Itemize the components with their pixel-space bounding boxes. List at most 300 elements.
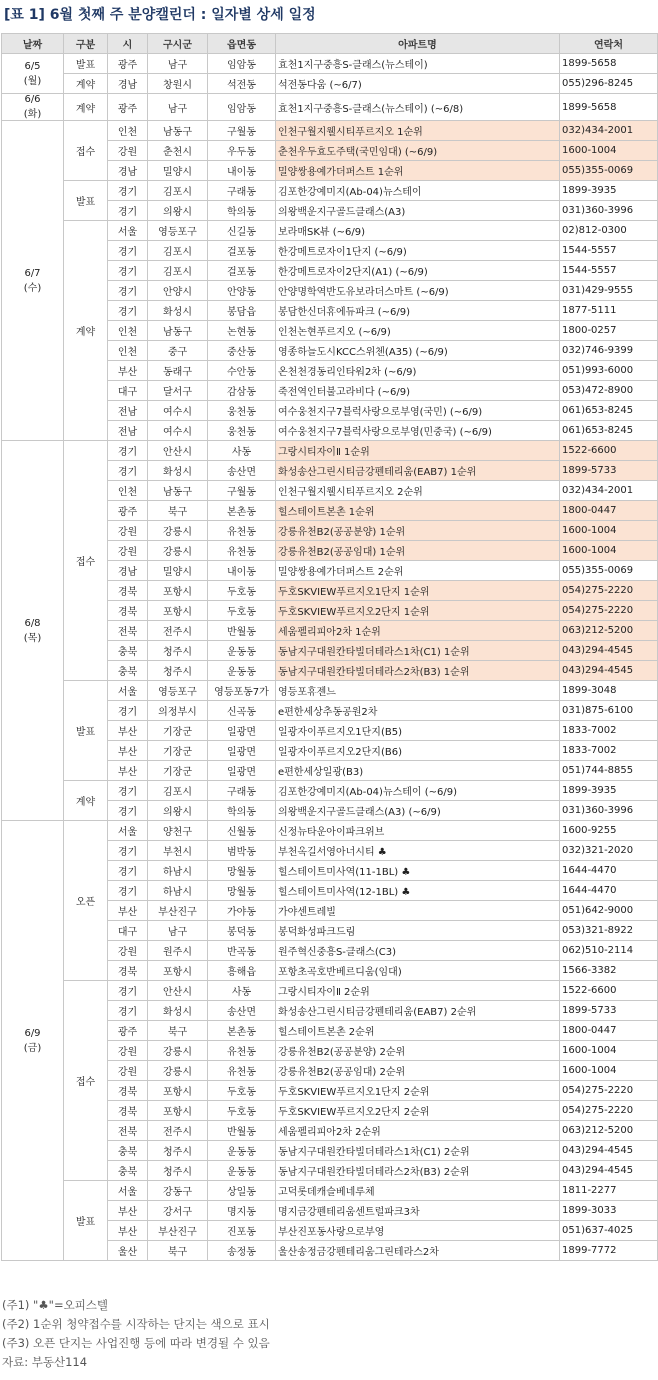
town-cell: 학의동: [208, 801, 276, 821]
district-cell: 의왕시: [148, 801, 208, 821]
district-cell: 남구: [148, 54, 208, 74]
town-cell: 망월동: [208, 861, 276, 881]
contact-cell: 053)321-8922: [560, 921, 658, 941]
contact-cell: 1899-5658: [560, 54, 658, 74]
contact-cell: 053)472-8900: [560, 381, 658, 401]
town-cell: 걸포동: [208, 261, 276, 281]
table-row: [2, 181, 658, 201]
city-cell: 광주: [108, 94, 148, 121]
header-row: [2, 34, 658, 54]
apartment-cell: 의왕백운지구골드클래스(A3): [276, 201, 560, 221]
apartment-cell: 강릉유천B2(공공임대) 2순위: [276, 1061, 560, 1081]
district-cell: 강서구: [148, 1201, 208, 1221]
district-cell: 의왕시: [148, 201, 208, 221]
district-cell: 강릉시: [148, 521, 208, 541]
contact-cell: 1800-0447: [560, 501, 658, 521]
header-date: 날짜: [2, 34, 64, 54]
table-row: [2, 981, 658, 1001]
contact-cell: 1644-4470: [560, 861, 658, 881]
city-cell: 광주: [108, 1021, 148, 1041]
apartment-cell: 힐스테이트본촌 2순위: [276, 1021, 560, 1041]
contact-cell: 063)212-5200: [560, 621, 658, 641]
apartment-cell: 부천옥길서영아너시티 ♣: [276, 841, 560, 861]
contact-cell: 1833-7002: [560, 741, 658, 761]
town-cell: 망월동: [208, 881, 276, 901]
apartment-cell: 여수웅천지구7블럭사랑으로부영(국민) (~6/9): [276, 401, 560, 421]
contact-cell: 1544-5557: [560, 241, 658, 261]
city-cell: 경기: [108, 981, 148, 1001]
contact-cell: 1644-4470: [560, 881, 658, 901]
category-cell: 발표: [64, 181, 108, 221]
district-cell: 밀양시: [148, 561, 208, 581]
city-cell: 경북: [108, 961, 148, 981]
apartment-cell: 온천천경동리인타워2차 (~6/9): [276, 361, 560, 381]
category-cell: 계약: [64, 781, 108, 821]
category-cell: 계약: [64, 74, 108, 94]
city-cell: 서울: [108, 221, 148, 241]
apartment-cell: 두호SKVIEW푸르지오1단지 2순위: [276, 1081, 560, 1101]
apartment-cell: 한강메트로자이1단지 (~6/9): [276, 241, 560, 261]
town-cell: 중산동: [208, 341, 276, 361]
contact-cell: 1522-6600: [560, 981, 658, 1001]
city-cell: 서울: [108, 1181, 148, 1201]
city-cell: 부산: [108, 761, 148, 781]
city-cell: 전남: [108, 401, 148, 421]
town-cell: 유천동: [208, 521, 276, 541]
town-cell: 반월동: [208, 621, 276, 641]
district-cell: 양천구: [148, 821, 208, 841]
town-cell: 본촌동: [208, 501, 276, 521]
header-town: 읍면동: [208, 34, 276, 54]
city-cell: 부산: [108, 361, 148, 381]
contact-cell: 1600-1004: [560, 541, 658, 561]
town-cell: 웅천동: [208, 421, 276, 441]
town-cell: 운동동: [208, 661, 276, 681]
header-city: 시: [108, 34, 148, 54]
apartment-cell: 그랑시티자이Ⅱ 2순위: [276, 981, 560, 1001]
town-cell: 봉덕동: [208, 921, 276, 941]
category-cell: 접수: [64, 981, 108, 1181]
contact-cell: 1899-5658: [560, 94, 658, 121]
apartment-cell: 포항초곡호반베르디움(임대): [276, 961, 560, 981]
apartment-cell: 세움펠리피아2차 2순위: [276, 1121, 560, 1141]
city-cell: 인천: [108, 481, 148, 501]
apartment-cell: 죽전역인터불고라비다 (~6/9): [276, 381, 560, 401]
district-cell: 의정부시: [148, 701, 208, 721]
city-cell: 경남: [108, 74, 148, 94]
city-cell: 경기: [108, 861, 148, 881]
district-cell: 김포시: [148, 781, 208, 801]
district-cell: 화성시: [148, 461, 208, 481]
city-cell: 충북: [108, 641, 148, 661]
city-cell: 강원: [108, 521, 148, 541]
district-cell: 포항시: [148, 961, 208, 981]
category-cell: 계약: [64, 94, 108, 121]
apartment-cell: 강릉유천B2(공공분양) 2순위: [276, 1041, 560, 1061]
city-cell: 경기: [108, 261, 148, 281]
header-type: 구분: [64, 34, 108, 54]
city-cell: 충북: [108, 1161, 148, 1181]
city-cell: 경기: [108, 181, 148, 201]
contact-cell: 051)744-8855: [560, 761, 658, 781]
district-cell: 북구: [148, 501, 208, 521]
contact-cell: 054)275-2220: [560, 581, 658, 601]
district-cell: 영등포구: [148, 221, 208, 241]
apartment-cell: 동남지구대원칸타빌더테라스1차(C1) 1순위: [276, 641, 560, 661]
apartment-cell: 화성송산그린시티금강펜테리움(EAB7) 1순위: [276, 461, 560, 481]
date-cell: 6/5 (월): [2, 54, 64, 94]
city-cell: 부산: [108, 741, 148, 761]
district-cell: 포항시: [148, 1081, 208, 1101]
town-cell: 신월동: [208, 821, 276, 841]
city-cell: 인천: [108, 341, 148, 361]
town-cell: 구래동: [208, 181, 276, 201]
footnote: (주2) 1순위 청약접수를 시작하는 단지는 색으로 표시: [2, 1317, 270, 1331]
category-cell: 접수: [64, 121, 108, 181]
category-cell: 발표: [64, 1181, 108, 1261]
city-cell: 충북: [108, 1141, 148, 1161]
category-cell: 발표: [64, 54, 108, 74]
city-cell: 경기: [108, 241, 148, 261]
apartment-cell: 일광자이푸르지오1단지(B5): [276, 721, 560, 741]
town-cell: 유천동: [208, 1061, 276, 1081]
district-cell: 기장군: [148, 721, 208, 741]
town-cell: 두호동: [208, 581, 276, 601]
town-cell: 봉담읍: [208, 301, 276, 321]
table-row: [2, 74, 658, 94]
town-cell: 두호동: [208, 1081, 276, 1101]
town-cell: 일광면: [208, 741, 276, 761]
district-cell: 부천시: [148, 841, 208, 861]
table-row: [2, 94, 658, 121]
footnotes: [2, 1296, 270, 1372]
district-cell: 김포시: [148, 261, 208, 281]
town-cell: 논현동: [208, 321, 276, 341]
contact-cell: 1899-3935: [560, 781, 658, 801]
town-cell: 학의동: [208, 201, 276, 221]
contact-cell: 054)275-2220: [560, 1081, 658, 1101]
town-cell: 내이동: [208, 161, 276, 181]
apartment-cell: 화성송산그린시티금강펜테리움(EAB7) 2순위: [276, 1001, 560, 1021]
table-row: [2, 221, 658, 241]
district-cell: 안산시: [148, 981, 208, 1001]
city-cell: 강원: [108, 541, 148, 561]
contact-cell: 061)653-8245: [560, 401, 658, 421]
town-cell: 웅천동: [208, 401, 276, 421]
district-cell: 밀양시: [148, 161, 208, 181]
town-cell: 일광면: [208, 721, 276, 741]
apartment-cell: 강릉유천B2(공공분양) 1순위: [276, 521, 560, 541]
town-cell: 송산면: [208, 461, 276, 481]
apartment-cell: 원주혁신중흥S-클래스(C3): [276, 941, 560, 961]
city-cell: 울산: [108, 1241, 148, 1261]
contact-cell: 051)993-6000: [560, 361, 658, 381]
contact-cell: 061)653-8245: [560, 421, 658, 441]
district-cell: 포항시: [148, 1101, 208, 1121]
contact-cell: 043)294-4545: [560, 1141, 658, 1161]
district-cell: 부산진구: [148, 1221, 208, 1241]
footnote: (주3) 오픈 단지는 사업진행 등에 따라 변경될 수 있음: [2, 1336, 270, 1350]
town-cell: 본촌동: [208, 1021, 276, 1041]
city-cell: 부산: [108, 721, 148, 741]
apartment-cell: 밀양쌍용예가더퍼스트 1순위: [276, 161, 560, 181]
apartment-cell: 영종하늘도시KCC스위첸(A35) (~6/9): [276, 341, 560, 361]
contact-cell: 031)360-3996: [560, 201, 658, 221]
apartment-cell: 힐스테이트본촌 1순위: [276, 501, 560, 521]
apartment-cell: 인천구월지웰시티푸르지오 1순위: [276, 121, 560, 141]
apartment-cell: 보라매SK뷰 (~6/9): [276, 221, 560, 241]
apartment-cell: 그랑시티자이Ⅱ 1순위: [276, 441, 560, 461]
city-cell: 경남: [108, 561, 148, 581]
district-cell: 포항시: [148, 581, 208, 601]
town-cell: 유천동: [208, 1041, 276, 1061]
city-cell: 경기: [108, 1001, 148, 1021]
header-apartment: 아파트명: [276, 34, 560, 54]
district-cell: 기장군: [148, 741, 208, 761]
contact-cell: 032)746-9399: [560, 341, 658, 361]
city-cell: 강원: [108, 1041, 148, 1061]
apartment-cell: 춘천우두효도주택(국민임대) (~6/9): [276, 141, 560, 161]
contact-cell: 1899-7772: [560, 1241, 658, 1261]
town-cell: 범박동: [208, 841, 276, 861]
district-cell: 북구: [148, 1021, 208, 1041]
date-cell: 6/9 (금): [2, 821, 64, 1261]
district-cell: 여수시: [148, 401, 208, 421]
contact-cell: 032)434-2001: [560, 481, 658, 501]
apartment-cell: 세움펠리피아2차 1순위: [276, 621, 560, 641]
town-cell: 감삼동: [208, 381, 276, 401]
city-cell: 대구: [108, 381, 148, 401]
district-cell: 전주시: [148, 621, 208, 641]
table-title: [표 1] 6월 첫째 주 분양캘린더 : 일자별 상세 일정: [4, 7, 316, 23]
city-cell: 경기: [108, 841, 148, 861]
district-cell: 청주시: [148, 661, 208, 681]
source-note: 자료: 부동산114: [2, 1355, 88, 1369]
city-cell: 경북: [108, 1101, 148, 1121]
district-cell: 남동구: [148, 121, 208, 141]
town-cell: 명지동: [208, 1201, 276, 1221]
district-cell: 포항시: [148, 601, 208, 621]
district-cell: 청주시: [148, 1161, 208, 1181]
contact-cell: 02)812-0300: [560, 221, 658, 241]
district-cell: 부산진구: [148, 901, 208, 921]
table-row: [2, 681, 658, 701]
apartment-cell: 울산송정금강펜테리움그린테라스2차: [276, 1241, 560, 1261]
district-cell: 전주시: [148, 1121, 208, 1141]
contact-cell: 1899-3935: [560, 181, 658, 201]
contact-cell: 1800-0447: [560, 1021, 658, 1041]
category-cell: 접수: [64, 441, 108, 681]
city-cell: 강원: [108, 1061, 148, 1081]
city-cell: 광주: [108, 501, 148, 521]
apartment-cell: 봉덕화성파크드림: [276, 921, 560, 941]
city-cell: 전북: [108, 621, 148, 641]
contact-cell: 032)434-2001: [560, 121, 658, 141]
date-cell: 6/6 (화): [2, 94, 64, 121]
contact-cell: 1899-5733: [560, 1001, 658, 1021]
district-cell: 남구: [148, 94, 208, 121]
town-cell: 송산면: [208, 1001, 276, 1021]
city-cell: 서울: [108, 681, 148, 701]
city-cell: 부산: [108, 901, 148, 921]
city-cell: 경기: [108, 701, 148, 721]
apartment-cell: 의왕백운지구골드클래스(A3) (~6/9): [276, 801, 560, 821]
city-cell: 부산: [108, 1221, 148, 1241]
apartment-cell: 두호SKVIEW푸르지오2단지 1순위: [276, 601, 560, 621]
apartment-cell: 두호SKVIEW푸르지오2단지 2순위: [276, 1101, 560, 1121]
district-cell: 하남시: [148, 881, 208, 901]
city-cell: 경기: [108, 201, 148, 221]
district-cell: 안산시: [148, 441, 208, 461]
city-cell: 경기: [108, 281, 148, 301]
town-cell: 두호동: [208, 1101, 276, 1121]
contact-cell: 055)355-0069: [560, 161, 658, 181]
contact-cell: 1899-3048: [560, 681, 658, 701]
apartment-cell: 석전동다움 (~6/7): [276, 74, 560, 94]
contact-cell: 1544-5557: [560, 261, 658, 281]
city-cell: 인천: [108, 321, 148, 341]
city-cell: 경북: [108, 1081, 148, 1101]
contact-cell: 1833-7002: [560, 721, 658, 741]
contact-cell: 1899-5733: [560, 461, 658, 481]
contact-cell: 1522-6600: [560, 441, 658, 461]
city-cell: 부산: [108, 1201, 148, 1221]
schedule-body: [2, 54, 658, 1261]
contact-cell: 1600-9255: [560, 821, 658, 841]
city-cell: 인천: [108, 121, 148, 141]
town-cell: 구월동: [208, 121, 276, 141]
town-cell: 사동: [208, 441, 276, 461]
date-cell: 6/7 (수): [2, 121, 64, 441]
city-cell: 경기: [108, 301, 148, 321]
apartment-cell: e편한세상추동공원2차: [276, 701, 560, 721]
district-cell: 달서구: [148, 381, 208, 401]
district-cell: 북구: [148, 1241, 208, 1261]
city-cell: 충북: [108, 661, 148, 681]
district-cell: 안양시: [148, 281, 208, 301]
city-cell: 경북: [108, 581, 148, 601]
apartment-cell: 가야센트레빌: [276, 901, 560, 921]
city-cell: 경기: [108, 781, 148, 801]
contact-cell: 031)360-3996: [560, 801, 658, 821]
date-cell: 6/8 (목): [2, 441, 64, 821]
district-cell: 청주시: [148, 641, 208, 661]
district-cell: 남구: [148, 921, 208, 941]
apartment-cell: 안양명학역반도유보라더스마트 (~6/9): [276, 281, 560, 301]
town-cell: 송정동: [208, 1241, 276, 1261]
apartment-cell: 효천1지구중흥S-클래스(뉴스테이): [276, 54, 560, 74]
apartment-cell: 명지금강펜테리움센트럴파크3차: [276, 1201, 560, 1221]
category-cell: 계약: [64, 221, 108, 441]
town-cell: 구월동: [208, 481, 276, 501]
contact-cell: 031)875-6100: [560, 701, 658, 721]
category-cell: 발표: [64, 681, 108, 781]
apartment-cell: 동남지구대원칸타빌더테라스2차(B3) 2순위: [276, 1161, 560, 1181]
contact-cell: 031)429-9555: [560, 281, 658, 301]
district-cell: 춘천시: [148, 141, 208, 161]
category-cell: 오픈: [64, 821, 108, 981]
town-cell: 구래동: [208, 781, 276, 801]
district-cell: 화성시: [148, 1001, 208, 1021]
apartment-cell: 일광자이푸르지오2단지(B6): [276, 741, 560, 761]
town-cell: 사동: [208, 981, 276, 1001]
town-cell: 내이동: [208, 561, 276, 581]
apartment-cell: 인천구월지웰시티푸르지오 2순위: [276, 481, 560, 501]
contact-cell: 054)275-2220: [560, 601, 658, 621]
city-cell: 경북: [108, 601, 148, 621]
town-cell: 신길동: [208, 221, 276, 241]
district-cell: 영등포구: [148, 681, 208, 701]
contact-cell: 1600-1004: [560, 521, 658, 541]
district-cell: 강릉시: [148, 1061, 208, 1081]
table-row: [2, 781, 658, 801]
district-cell: 기장군: [148, 761, 208, 781]
district-cell: 남동구: [148, 481, 208, 501]
town-cell: 가야동: [208, 901, 276, 921]
district-cell: 창원시: [148, 74, 208, 94]
apartment-cell: 김포한강예미지(Ab-04)뉴스테이: [276, 181, 560, 201]
contact-cell: 1566-3382: [560, 961, 658, 981]
contact-cell: 063)212-5200: [560, 1121, 658, 1141]
district-cell: 하남시: [148, 861, 208, 881]
district-cell: 남동구: [148, 321, 208, 341]
contact-cell: 1899-3033: [560, 1201, 658, 1221]
district-cell: 여수시: [148, 421, 208, 441]
contact-cell: 1600-1004: [560, 141, 658, 161]
contact-cell: 1600-1004: [560, 1041, 658, 1061]
contact-cell: 043)294-4545: [560, 1161, 658, 1181]
apartment-cell: 밀양쌍용예가더퍼스트 2순위: [276, 561, 560, 581]
district-cell: 강릉시: [148, 1041, 208, 1061]
city-cell: 강원: [108, 941, 148, 961]
district-cell: 중구: [148, 341, 208, 361]
apartment-cell: 부산진포동사랑으로부영: [276, 1221, 560, 1241]
city-cell: 경기: [108, 881, 148, 901]
contact-cell: 043)294-4545: [560, 641, 658, 661]
district-cell: 강동구: [148, 1181, 208, 1201]
district-cell: 청주시: [148, 1141, 208, 1161]
town-cell: 수안동: [208, 361, 276, 381]
table-row: [2, 121, 658, 141]
apartment-cell: 인천논현푸르지오 (~6/9): [276, 321, 560, 341]
town-cell: 우두동: [208, 141, 276, 161]
town-cell: 반월동: [208, 1121, 276, 1141]
district-cell: 김포시: [148, 181, 208, 201]
table-row: [2, 441, 658, 461]
town-cell: 흥해읍: [208, 961, 276, 981]
city-cell: 전남: [108, 421, 148, 441]
town-cell: 두호동: [208, 601, 276, 621]
town-cell: 운동동: [208, 641, 276, 661]
town-cell: 석전동: [208, 74, 276, 94]
city-cell: 경기: [108, 801, 148, 821]
apartment-cell: 여수웅천지구7블럭사랑으로부영(민중국) (~6/9): [276, 421, 560, 441]
city-cell: 경남: [108, 161, 148, 181]
apartment-cell: 고덕롯데캐슬베네루체: [276, 1181, 560, 1201]
contact-cell: 043)294-4545: [560, 661, 658, 681]
contact-cell: 054)275-2220: [560, 1101, 658, 1121]
contact-cell: 1877-5111: [560, 301, 658, 321]
table-row: [2, 821, 658, 841]
header-contact: 연락처: [560, 34, 658, 54]
contact-cell: 055)355-0069: [560, 561, 658, 581]
city-cell: 광주: [108, 54, 148, 74]
district-cell: 동래구: [148, 361, 208, 381]
town-cell: 영등포동7가: [208, 681, 276, 701]
table-row: [2, 54, 658, 74]
contact-cell: 1600-1004: [560, 1061, 658, 1081]
district-cell: 강릉시: [148, 541, 208, 561]
